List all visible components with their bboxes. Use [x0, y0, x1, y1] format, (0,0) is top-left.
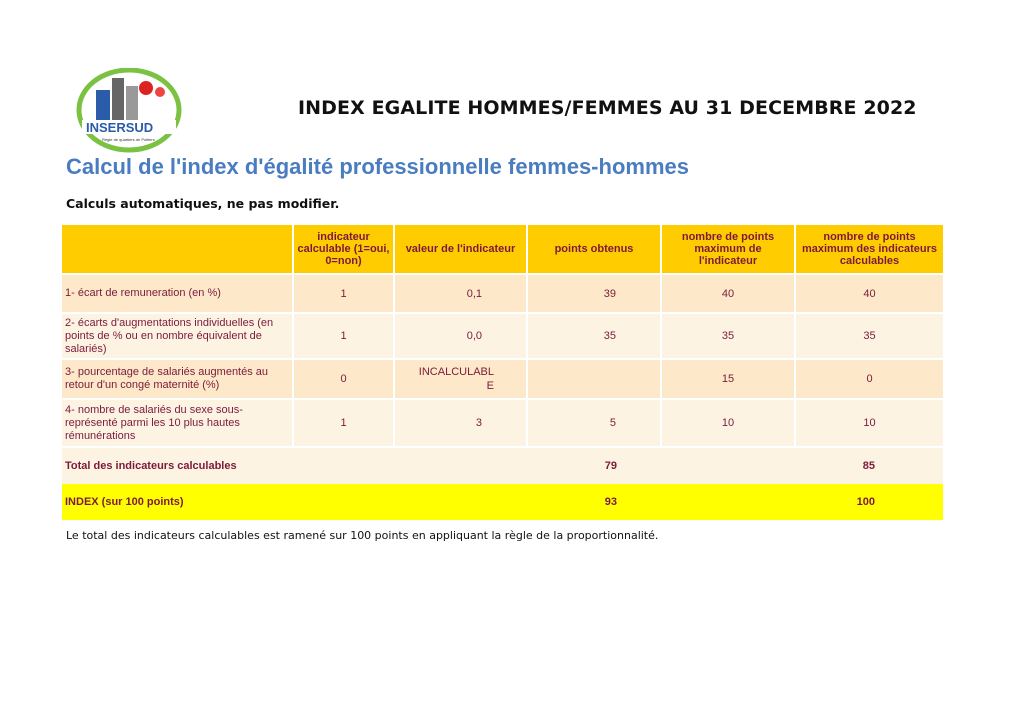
table-row	[62, 359, 943, 399]
index-row	[62, 484, 943, 520]
valeur-cell: 3	[394, 399, 527, 447]
points-cell: 39	[527, 274, 661, 313]
max-calculables-cell: 0	[795, 359, 943, 399]
row-label: 1- écart de remuneration (en %)	[62, 274, 293, 313]
header-cell: indicateur calculable (1=oui, 0=non)	[293, 225, 394, 274]
points-cell: 5	[527, 399, 661, 447]
table-header-row	[62, 225, 943, 274]
header-cell: nombre de points maximum de l'indicateur	[661, 225, 795, 274]
table-row	[62, 313, 943, 359]
points-cell	[527, 359, 661, 399]
svg-text:Régie de quartiers de Poitiers: Régie de quartiers de Poitiers	[102, 137, 155, 142]
max-indicateur-cell: 40	[661, 274, 795, 313]
total-points: 79	[527, 447, 661, 484]
table-row	[62, 399, 943, 447]
points-cell: 35	[527, 313, 661, 359]
footnote-text: Le total des indicateurs calculables est ramené sur 100 points en appliquant la règle de la proportionnalité.	[66, 529, 659, 542]
index-max-calculables: 100	[661, 484, 943, 520]
calculable-cell: 1	[293, 274, 394, 313]
max-calculables-cell: 40	[795, 274, 943, 313]
valeur-cell	[394, 359, 527, 399]
calculable-cell: 1	[293, 313, 394, 359]
row-label: 4- nombre de salariés du sexe sous-représenté parmi les 10 plus hautes rémunérations	[62, 399, 293, 447]
row-label: 3- pourcentage de salariés augmentés au retour d'un congé maternité (%)	[62, 359, 293, 399]
row-label: 2- écarts d'augmentations individuelles (en points de % ou en nombre équivalent de salariés)	[62, 313, 293, 359]
max-indicateur-cell: 10	[661, 399, 795, 447]
table-row	[62, 274, 943, 313]
section-subtitle: Calcul de l'index d'égalité professionnelle femmes-hommes	[66, 154, 689, 179]
header-cell: points obtenus	[527, 225, 661, 274]
valeur-cell: 0,0	[394, 313, 527, 359]
index-label: INDEX (sur 100 points)	[62, 484, 527, 520]
max-indicateur-cell: 35	[661, 313, 795, 359]
header-cell	[62, 225, 293, 274]
calculable-cell: 0	[293, 359, 394, 399]
svg-text:INSERSUD: INSERSUD	[86, 120, 154, 135]
calculable-cell: 1	[293, 399, 394, 447]
incalculable-text: INCALCULABLE	[418, 366, 494, 392]
index-points: 93	[527, 484, 661, 520]
document-title: INDEX EGALITE HOMMES/FEMMES AU 31 DECEMBRE 2022	[298, 97, 917, 119]
total-label: Total des indicateurs calculables	[62, 447, 527, 484]
header-cell: nombre de points maximum des indicateurs calculables	[795, 225, 943, 274]
insersud-logo	[76, 68, 186, 154]
index-table	[62, 225, 943, 520]
max-calculables-cell: 10	[795, 399, 943, 447]
header-cell: valeur de l'indicateur	[394, 225, 527, 274]
valeur-cell: 0,1	[394, 274, 527, 313]
total-max-calculables: 85	[661, 447, 943, 484]
max-calculables-cell: 35	[795, 313, 943, 359]
max-indicateur-cell: 15	[661, 359, 795, 399]
total-row	[62, 447, 943, 484]
notice-text: Calculs automatiques, ne pas modifier.	[66, 196, 340, 211]
